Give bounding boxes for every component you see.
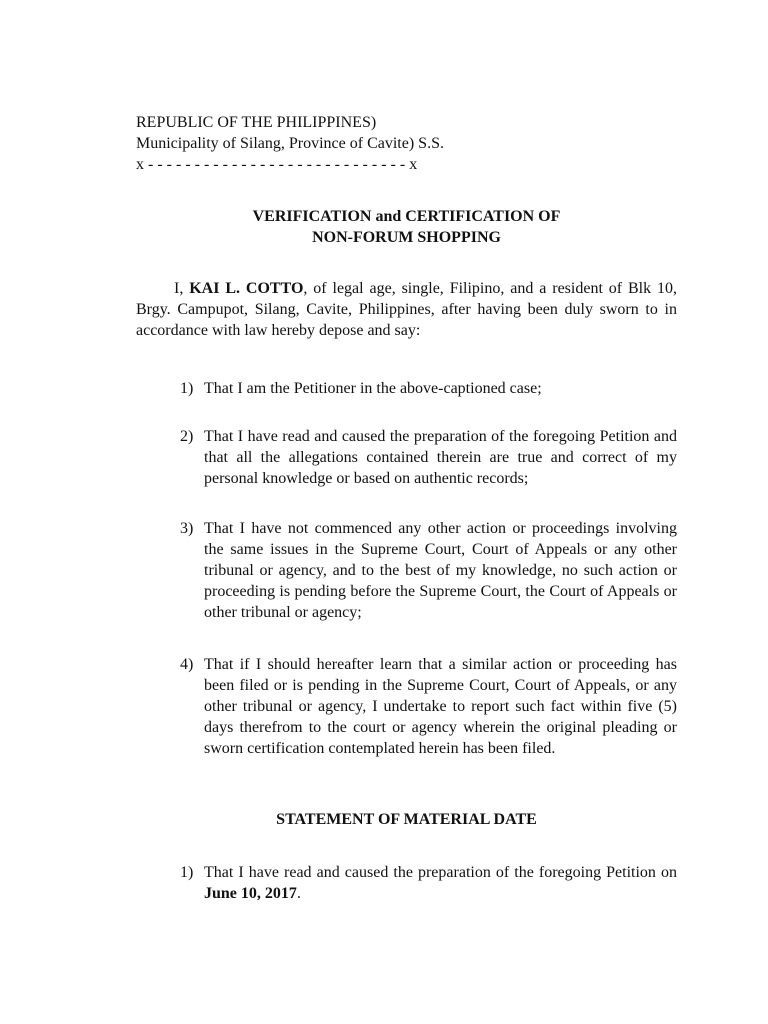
list-item: [180, 378, 677, 399]
intro-prefix: I,: [174, 280, 190, 297]
item-number: 1): [180, 864, 194, 881]
list-item: [180, 518, 677, 623]
title-line-2: NON-FORUM SHOPPING: [312, 229, 501, 246]
item-number: 2): [180, 428, 194, 445]
item-text: That if I should hereafter learn that a similar action or proceeding has been filed or is pending in the Supreme Court, Court of Appeals, or any other tribunal or agency, I undertake to report such fact within five (5) days therefrom to the court or agency wherein the original pleading or sworn certification contemplated herein has been filed.: [204, 656, 677, 757]
list-item: [180, 654, 677, 759]
item-number: 1): [180, 380, 194, 397]
affiant-name: KAI L. COTTO: [189, 280, 304, 297]
caption-republic: REPUBLIC OF THE PHILIPPINES): [136, 114, 377, 131]
caption-separator: x - - - - - - - - - - - - - - - - - - - - - - - - - - - - x: [136, 156, 418, 173]
intro-text: , of legal age, single, Filipino, and a resident of Blk 10, Brgy. Campupot, Silang, Cavite, Philippines, after having been duly sworn to in accordance with law hereby depose and say:: [136, 280, 677, 339]
item-text: That I am the Petitioner in the above-captioned case;: [204, 380, 542, 397]
statement-title: STATEMENT OF MATERIAL DATE: [276, 811, 537, 828]
item-text: That I have read and caused the preparation of the foregoing Petition and that all the allegations contained therein are true and correct of my personal knowledge or based on authentic records;: [204, 428, 677, 487]
item-text: [204, 862, 677, 904]
title-line-1: VERIFICATION and CERTIFICATION OF: [252, 208, 561, 225]
item-text: That I have not commenced any other action or proceedings involving the same issues in the Supreme Court, Court of Appeals or any other tribunal or agency, and to the best of my knowledge, no such action or proceeding is pending before the Supreme Court, the Court of Appeals or other tribunal or agency;: [204, 520, 677, 621]
item-number: 3): [180, 520, 194, 537]
item-number: 4): [180, 656, 194, 673]
list-item: [180, 426, 677, 489]
material-date: June 10, 2017: [204, 885, 297, 902]
intro-paragraph: [136, 278, 677, 341]
statement-period: .: [296, 885, 301, 902]
document-title: [136, 206, 677, 248]
caption-municipality: Municipality of Silang, Province of Cavite) S.S.: [136, 135, 444, 152]
statement-item: [180, 862, 677, 904]
statement-text: That I have read and caused the preparation of the foregoing Petition on: [204, 864, 677, 881]
case-caption: [136, 112, 444, 175]
